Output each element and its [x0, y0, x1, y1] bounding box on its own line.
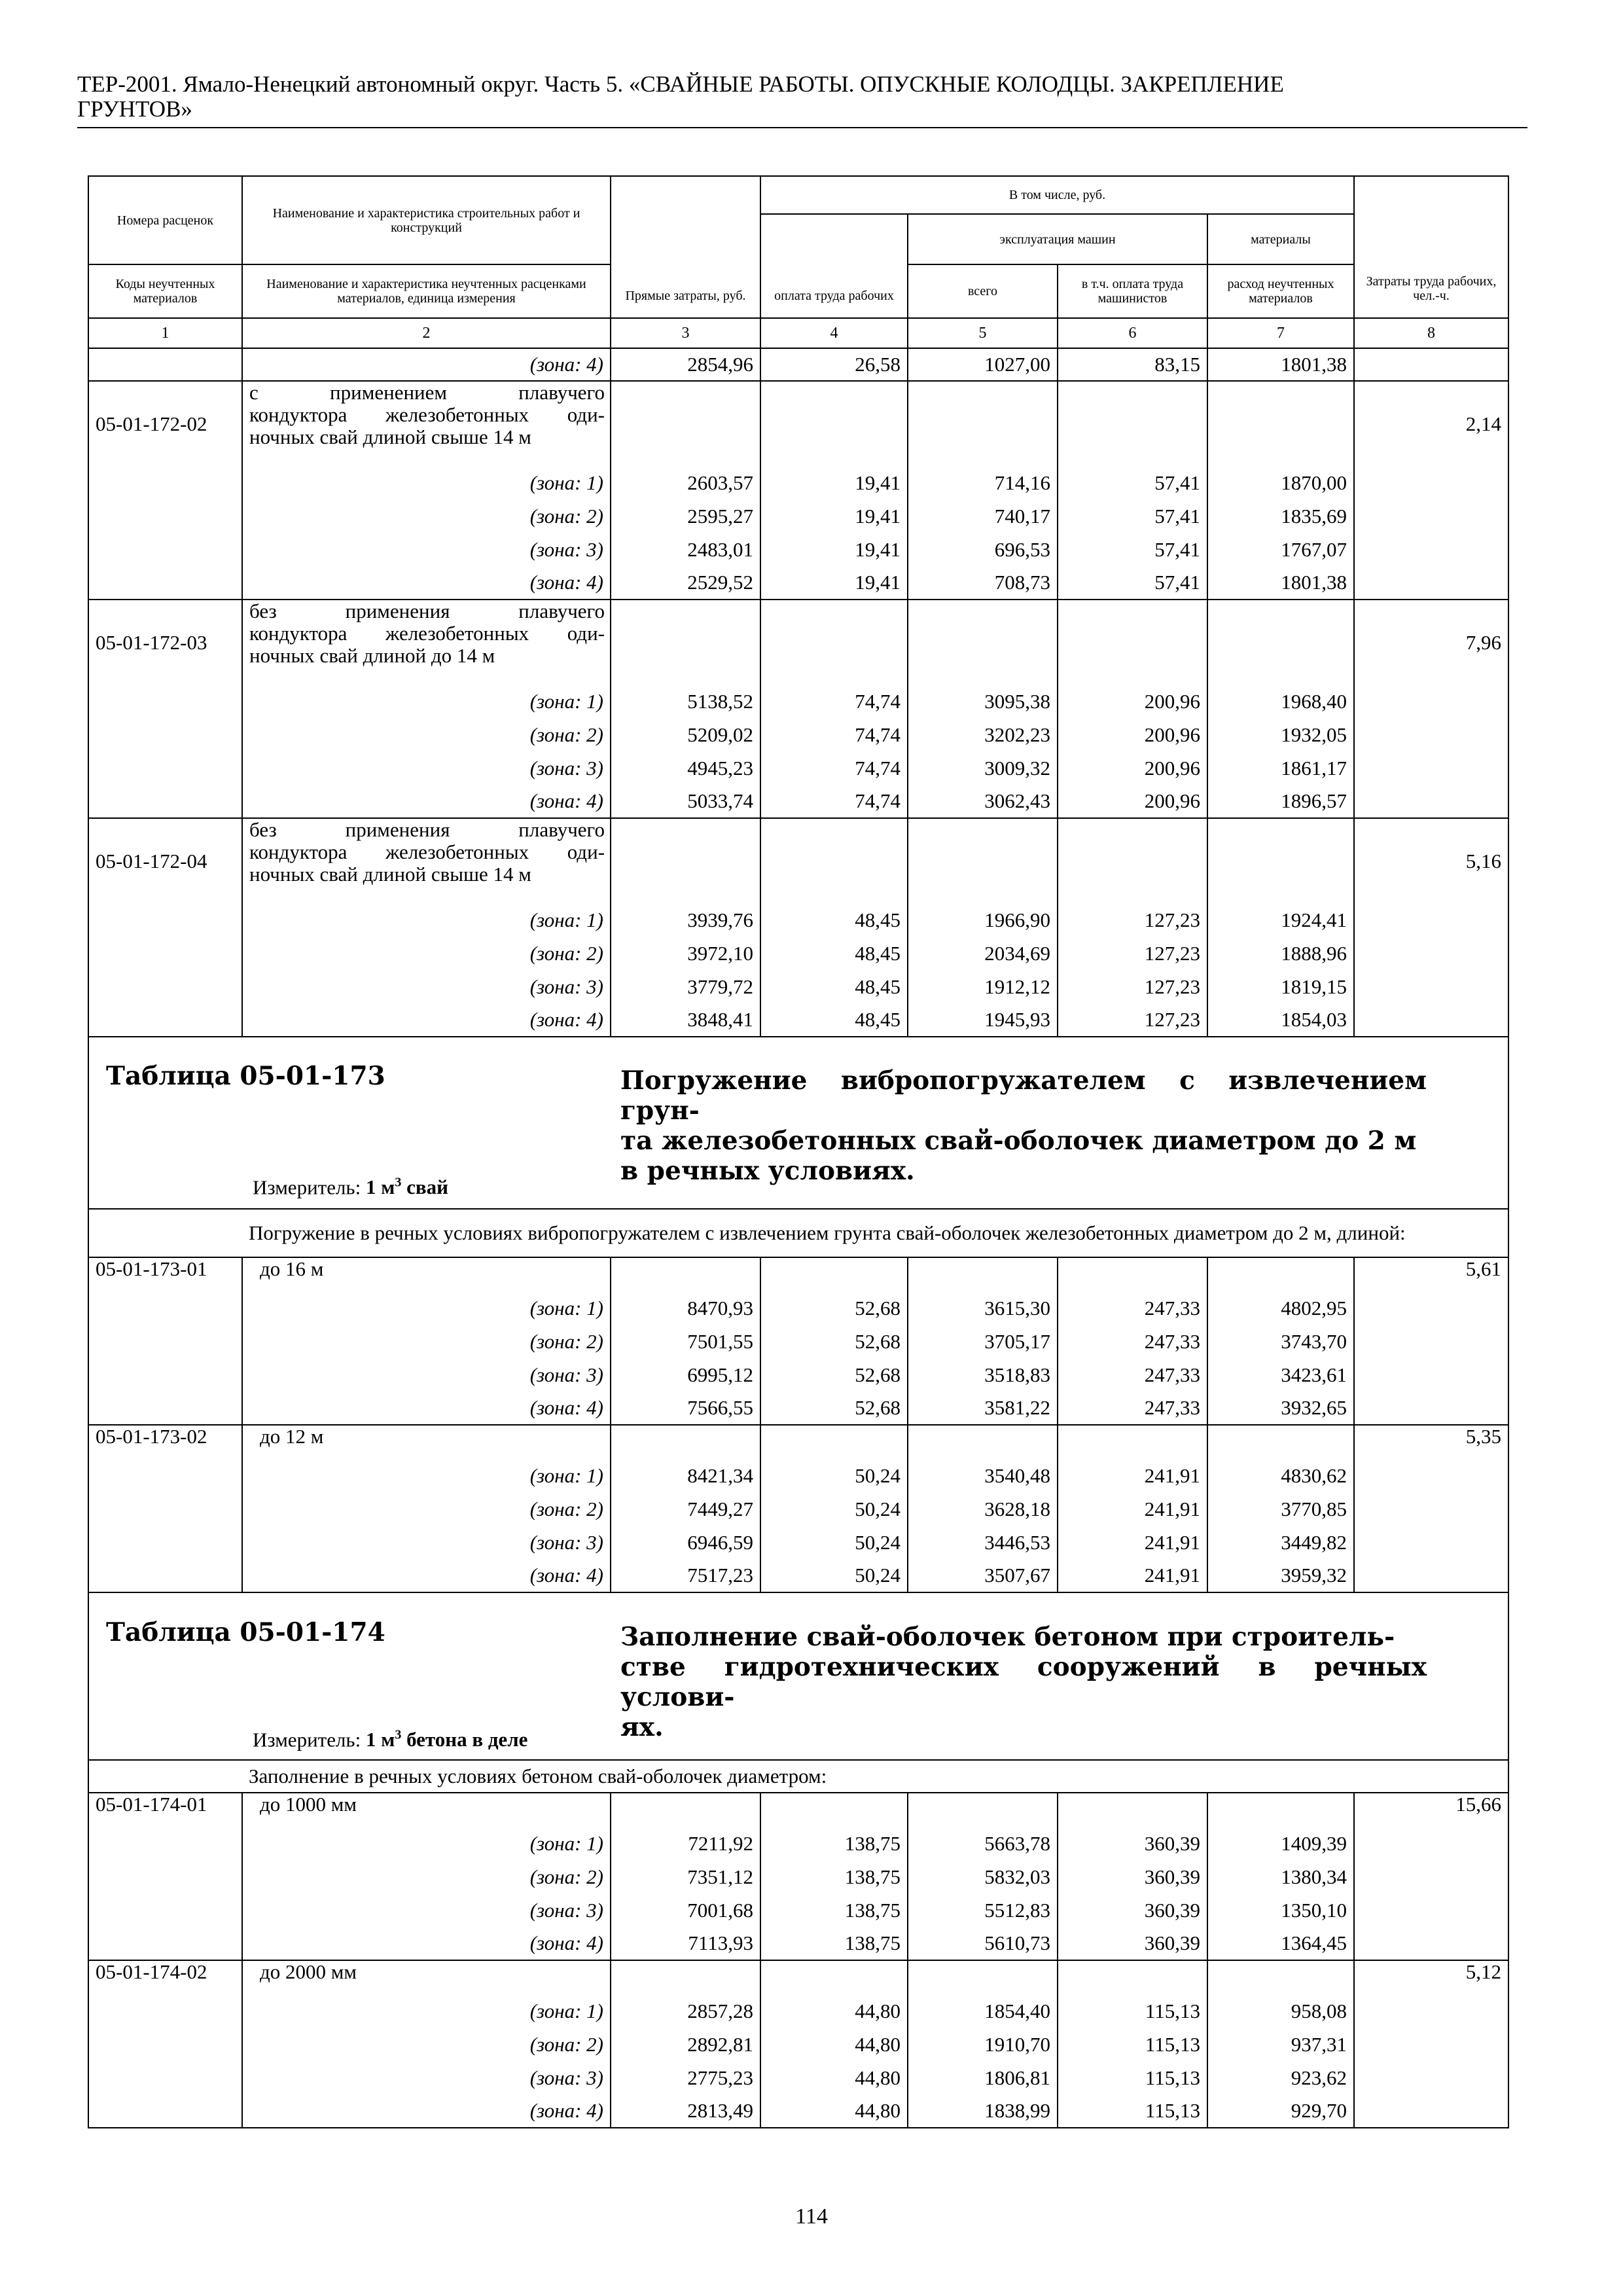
machines-total-cell: 5610,73	[908, 1927, 1058, 1960]
direct-cost-cell: 2857,28	[611, 1994, 760, 2028]
labor-pay-cell: 48,45	[760, 1003, 908, 1037]
table-174-measure: Измеритель: 1 $м^3$ бетона в деле	[253, 1728, 528, 1751]
direct-cost-cell: 5209,02	[611, 718, 760, 751]
direct-cost-cell: 7501,55	[611, 1325, 760, 1358]
rates-table	[88, 175, 1509, 2128]
labor-pay-cell: 74,74	[760, 751, 908, 785]
rate-description: до 16 м	[242, 1257, 611, 1291]
table-row	[88, 1358, 1508, 1391]
labor-hours-cell: 5,12	[1354, 1960, 1508, 1994]
rate-code: 05-01-173-02	[88, 1425, 242, 1459]
col6-header: в т.ч. оплата труда машинистов	[1058, 264, 1207, 318]
machines-total-cell: 1945,93	[908, 1003, 1058, 1037]
labor-hours-cell: 5,35	[1354, 1425, 1508, 1459]
table-173-subhead-row	[88, 1209, 1508, 1257]
direct-cost-cell: 7449,27	[611, 1492, 760, 1526]
rate-description: до 1000 мм	[242, 1793, 611, 1827]
direct-cost-cell: 7211,92	[611, 1827, 760, 1860]
machinists-pay-cell: 127,23	[1058, 937, 1207, 970]
column-number: 8	[1354, 318, 1508, 348]
labor-hours-cell: 5,16	[1354, 818, 1508, 903]
table-row	[88, 751, 1508, 785]
description-line: без применения плавучего	[249, 600, 605, 622]
materials-cell: 1932,05	[1207, 718, 1354, 751]
header-rule	[77, 127, 1527, 128]
materials-cell: 3932,65	[1207, 1391, 1354, 1425]
labor-pay-cell: 44,80	[760, 2094, 908, 2128]
materials-cell: 1870,00	[1207, 466, 1354, 499]
machinists-pay-cell: 115,13	[1058, 2028, 1207, 2061]
materials-cell: 1409,39	[1207, 1827, 1354, 1860]
machines-total-cell: 1912,12	[908, 970, 1058, 1003]
labor-pay-cell: 19,41	[760, 566, 908, 600]
table-row	[88, 2061, 1508, 2094]
col1-top-header: Номера расценок	[88, 176, 242, 264]
direct-cost-cell: 2595,27	[611, 499, 760, 533]
table-row	[88, 1459, 1508, 1492]
labor-hours-cell: 2,14	[1354, 381, 1508, 466]
machines-total-cell: 2034,69	[908, 937, 1058, 970]
labor-pay-cell: 19,41	[760, 533, 908, 566]
materials-cell: 3959,32	[1207, 1559, 1354, 1592]
machines-total-cell: 3540,48	[908, 1459, 1058, 1492]
machines-total-cell: 696,53	[908, 533, 1058, 566]
rate-header-row	[88, 381, 1508, 466]
col2-top-header: Наименование и характеристика строительных работ и конструкций	[242, 176, 611, 264]
labor-pay-cell: 50,24	[760, 1526, 908, 1559]
machinists-pay-cell: 115,13	[1058, 1994, 1207, 2028]
zone-label: (зона: 2)	[242, 937, 611, 970]
rate-groups-174	[88, 1793, 1508, 2128]
rate-header-row	[88, 1425, 1508, 1459]
materials-cell: 1896,57	[1207, 785, 1354, 818]
labor-pay-cell: 44,80	[760, 1994, 908, 2028]
rate-groups-173	[88, 1257, 1508, 1592]
materials-cell: 1801,38	[1207, 566, 1354, 600]
table-row	[88, 2028, 1508, 2061]
machinists-pay-cell: 127,23	[1058, 1003, 1207, 1037]
table-row	[88, 466, 1508, 499]
rate-header-row	[88, 600, 1508, 685]
machinists-pay-cell: 200,96	[1058, 785, 1207, 818]
column-number: 1	[88, 318, 242, 348]
zone-label: (зона: 3)	[242, 2061, 611, 2094]
rate-header-row	[88, 1793, 1508, 1827]
direct-cost-cell: 4945,23	[611, 751, 760, 785]
direct-cost-cell: 7566,55	[611, 1391, 760, 1425]
machinists-pay-cell: 241,91	[1058, 1459, 1207, 1492]
page-number: 114	[795, 2204, 828, 2229]
direct-cost-cell: 2603,57	[611, 466, 760, 499]
machines-total-cell: 708,73	[908, 566, 1058, 600]
description-line: без применения плавучего	[249, 818, 605, 841]
description-line: ночных свай длиной до 14 м	[249, 644, 495, 667]
rate-groups-172	[88, 381, 1508, 1037]
machines-total-cell: 1854,40	[908, 1994, 1058, 2028]
zone-label: (зона: 3)	[242, 751, 611, 785]
machinists-pay-cell: 127,23	[1058, 970, 1207, 1003]
direct-cost-cell: 5033,74	[611, 785, 760, 818]
rate-code: 05-01-174-02	[88, 1960, 242, 1994]
carryover-block	[88, 348, 1508, 381]
table-row	[88, 937, 1508, 970]
table-row	[88, 348, 1508, 381]
materials-cell: 1350,10	[1207, 1893, 1354, 1927]
zone-label: (зона: 3)	[242, 970, 611, 1003]
direct-cost-cell: 2813,49	[611, 2094, 760, 2128]
labor-pay-cell: 138,75	[760, 1893, 908, 1927]
machines-total-cell: 3009,32	[908, 751, 1058, 785]
labor-pay-cell: 138,75	[760, 1860, 908, 1893]
rates-table-container	[88, 175, 1508, 2128]
machinists-pay-cell: 241,91	[1058, 1526, 1207, 1559]
zone-label: (зона: 4)	[242, 1003, 611, 1037]
direct-cost-cell: 2529,52	[611, 566, 760, 600]
zone-label: (зона: 1)	[242, 685, 611, 718]
machinists-pay-cell: 57,41	[1058, 466, 1207, 499]
table-row	[88, 1526, 1508, 1559]
description-line: кондуктора железобетонных оди-	[249, 403, 605, 426]
table-row	[88, 1994, 1508, 2028]
machines-total-cell: 3581,22	[908, 1391, 1058, 1425]
machines-total-cell: 3705,17	[908, 1325, 1058, 1358]
col5-header: всего	[908, 264, 1058, 318]
zone-label: (зона: 1)	[242, 1459, 611, 1492]
table-174	[88, 1592, 1508, 1793]
table-row	[88, 533, 1508, 566]
materials-cell: 937,31	[1207, 2028, 1354, 2061]
labor-pay-cell: 44,80	[760, 2061, 908, 2094]
table-row	[88, 1492, 1508, 1526]
machinists-pay-cell: 200,96	[1058, 751, 1207, 785]
machines-total-cell: 1966,90	[908, 903, 1058, 937]
rate-description	[242, 381, 611, 466]
column-number: 7	[1207, 318, 1354, 348]
materials-cell: 1861,17	[1207, 751, 1354, 785]
machines-total-cell: 1806,81	[908, 2061, 1058, 2094]
machinists-pay-cell: 115,13	[1058, 2094, 1207, 2128]
table-row	[88, 1559, 1508, 1592]
column-number: 5	[908, 318, 1058, 348]
zone-label: (зона: 1)	[242, 1827, 611, 1860]
table-row	[88, 1325, 1508, 1358]
zone-label: (зона: 4)	[242, 566, 611, 600]
table-header	[88, 176, 1508, 348]
col3-header: Прямые затраты, руб.	[611, 176, 760, 318]
labor-pay-cell: 52,68	[760, 1391, 908, 1425]
direct-cost-cell: 7517,23	[611, 1559, 760, 1592]
col7-header: расход неучтенных материалов	[1207, 264, 1354, 318]
table-row	[88, 1291, 1508, 1325]
column-number: 2	[242, 318, 611, 348]
direct-cost-cell: 7351,12	[611, 1860, 760, 1893]
column-number: 3	[611, 318, 760, 348]
machinists-pay-cell: 247,33	[1058, 1358, 1207, 1391]
materials-cell: 923,62	[1207, 2061, 1354, 2094]
machinists-pay-cell: 57,41	[1058, 499, 1207, 533]
table-row	[88, 1893, 1508, 1927]
zone-label: (зона: 3)	[242, 1893, 611, 1927]
table-173	[88, 1037, 1508, 1257]
group-total-header: В том числе, руб.	[760, 176, 1354, 214]
zone-label: (зона: 4)	[242, 1391, 611, 1425]
direct-cost-cell: 8470,93	[611, 1291, 760, 1325]
table-173-subhead: Погружение в речных условиях вибропогружателем с извлечением грунта свай-оболочек железобетонных диаметром до 2 м, длиной:	[242, 1209, 1508, 1257]
description-line: с применением плавучего	[249, 381, 605, 404]
machinists-pay-cell: 241,91	[1058, 1492, 1207, 1526]
labor-pay-cell: 52,68	[760, 1325, 908, 1358]
rate-code: 05-01-172-04	[88, 818, 242, 903]
machines-total-cell: 1910,70	[908, 2028, 1058, 2061]
machinists-pay-cell: 200,96	[1058, 685, 1207, 718]
zone-label: (зона: 2)	[242, 1325, 611, 1358]
direct-cost-cell: 3848,41	[611, 1003, 760, 1037]
zone-label: (зона: 2)	[242, 718, 611, 751]
materials-cell: 958,08	[1207, 1994, 1354, 2028]
table-row	[88, 903, 1508, 937]
machines-total-cell: 5663,78	[908, 1827, 1058, 1860]
zone-label: (зона: 4)	[242, 348, 611, 381]
col8-header: Затраты труда рабочих, чел.-ч.	[1354, 176, 1508, 318]
table-row	[88, 1927, 1508, 1960]
machinists-pay-cell: 57,41	[1058, 533, 1207, 566]
table-row	[88, 1003, 1508, 1037]
rate-code: 05-01-172-02	[88, 381, 242, 466]
table-row	[88, 785, 1508, 818]
machines-total-cell: 3062,43	[908, 785, 1058, 818]
labor-hours-cell: 15,66	[1354, 1793, 1508, 1827]
table-173-measure: Измеритель: 1 $м^3$ свай	[253, 1175, 448, 1199]
machines-total-cell: 1838,99	[908, 2094, 1058, 2128]
materials-cell: 3449,82	[1207, 1526, 1354, 1559]
table-173-title-block	[88, 1037, 1508, 1209]
machines-total-cell: 5512,83	[908, 1893, 1058, 1927]
table-173-name: Погружение вибропогружателем с извлечением грун- та железобетонных свай-оболочек диаметром до 2 м в речных условиях.	[620, 1066, 1427, 1186]
machines-total-cell: 3628,18	[908, 1492, 1058, 1526]
labor-pay-cell: 50,24	[760, 1492, 908, 1526]
group-machines-header: эксплуатация машин	[908, 214, 1207, 264]
description-line: ночных свай длиной свыше 14 м	[249, 425, 531, 448]
description-line: кондуктора железобетонных оди-	[249, 622, 605, 645]
materials-cell: 1835,69	[1207, 499, 1354, 533]
running-head-line2: ГРУНТОВ»	[77, 96, 192, 122]
column-number: 6	[1058, 318, 1207, 348]
running-head-line1: ТЕР-2001. Ямало-Ненецкий автономный округ. Часть 5. «СВАЙНЫЕ РАБОТЫ. ОПУСКНЫЕ КОЛОДЦЫ. ЗАКРЕПЛЕНИЕ	[77, 71, 1284, 97]
table-row	[88, 566, 1508, 600]
table-174-title: Таблица 05-01-174	[106, 1617, 385, 1647]
zone-label: (зона: 3)	[242, 533, 611, 566]
direct-cost-cell: 8421,34	[611, 1459, 760, 1492]
materials-cell: 4802,95	[1207, 1291, 1354, 1325]
machines-total-cell: 3202,23	[908, 718, 1058, 751]
direct-cost-cell: 5138,52	[611, 685, 760, 718]
labor-pay-cell: 74,74	[760, 718, 908, 751]
labor-pay-cell: 26,58	[760, 348, 908, 381]
table-row	[88, 970, 1508, 1003]
machinists-pay-cell: 360,39	[1058, 1893, 1207, 1927]
machines-total-cell: 3518,83	[908, 1358, 1058, 1391]
rate-description	[242, 600, 611, 685]
zone-label: (зона: 1)	[242, 1291, 611, 1325]
labor-pay-cell: 19,41	[760, 499, 908, 533]
rate-code: 05-01-174-01	[88, 1793, 242, 1827]
materials-cell: 1801,38	[1207, 348, 1354, 381]
rate-code: 05-01-173-01	[88, 1257, 242, 1291]
materials-cell: 3423,61	[1207, 1358, 1354, 1391]
column-numbers-row	[88, 318, 1508, 348]
machines-total-cell: 3095,38	[908, 685, 1058, 718]
table-row	[88, 1391, 1508, 1425]
labor-pay-cell: 74,74	[760, 785, 908, 818]
zone-label: (зона: 1)	[242, 903, 611, 937]
table-row	[88, 2094, 1508, 2128]
rate-description: до 2000 мм	[242, 1960, 611, 1994]
labor-pay-cell: 74,74	[760, 685, 908, 718]
rate-header-row	[88, 1257, 1508, 1291]
table-174-name: Заполнение свай-оболочек бетоном при строитель- стве гидротехнических сооружений в речных услови- ях.	[620, 1622, 1427, 1742]
zone-label: (зона: 4)	[242, 2094, 611, 2128]
materials-cell: 1819,15	[1207, 970, 1354, 1003]
machines-total-cell: 740,17	[908, 499, 1058, 533]
machines-total-cell: 714,16	[908, 466, 1058, 499]
labor-pay-cell: 19,41	[760, 466, 908, 499]
materials-cell: 1364,45	[1207, 1927, 1354, 1960]
zone-label: (зона: 3)	[242, 1358, 611, 1391]
machines-total-cell: 3507,67	[908, 1559, 1058, 1592]
table-row	[88, 718, 1508, 751]
direct-cost-cell: 7001,68	[611, 1893, 760, 1927]
direct-cost-cell: 3779,72	[611, 970, 760, 1003]
machinists-pay-cell: 241,91	[1058, 1559, 1207, 1592]
direct-cost-cell: 7113,93	[611, 1927, 760, 1960]
description-line: кондуктора железобетонных оди-	[249, 840, 605, 863]
zone-label: (зона: 2)	[242, 499, 611, 533]
zone-label: (зона: 1)	[242, 466, 611, 499]
zone-label: (зона: 4)	[242, 1559, 611, 1592]
zone-label: (зона: 2)	[242, 2028, 611, 2061]
labor-hours-cell: 7,96	[1354, 600, 1508, 685]
direct-cost-cell: 3972,10	[611, 937, 760, 970]
table-row	[88, 499, 1508, 533]
labor-pay-cell: 138,75	[760, 1827, 908, 1860]
rate-header-row	[88, 1960, 1508, 1994]
direct-cost-cell: 2775,23	[611, 2061, 760, 2094]
machinists-pay-cell: 247,33	[1058, 1391, 1207, 1425]
direct-cost-cell: 2483,01	[611, 533, 760, 566]
zone-label: (зона: 1)	[242, 1994, 611, 2028]
zone-label: (зона: 2)	[242, 1492, 611, 1526]
labor-pay-cell: 44,80	[760, 2028, 908, 2061]
machines-total-cell: 3615,30	[908, 1291, 1058, 1325]
rate-header-row	[88, 818, 1508, 903]
table-174-title-block	[88, 1592, 1508, 1760]
materials-cell: 1924,41	[1207, 903, 1354, 937]
table-row	[88, 685, 1508, 718]
machinists-pay-cell: 247,33	[1058, 1291, 1207, 1325]
materials-cell: 1854,03	[1207, 1003, 1354, 1037]
machinists-pay-cell: 360,39	[1058, 1927, 1207, 1960]
materials-cell: 1767,07	[1207, 533, 1354, 566]
direct-cost-cell: 3939,76	[611, 903, 760, 937]
description-line: ночных свай длиной свыше 14 м	[249, 863, 531, 886]
direct-cost-cell: 6946,59	[611, 1526, 760, 1559]
labor-hours-cell: 5,61	[1354, 1257, 1508, 1291]
machinists-pay-cell: 127,23	[1058, 903, 1207, 937]
materials-cell: 1888,96	[1207, 937, 1354, 970]
table-174-subhead: Заполнение в речных условиях бетоном свай-оболочек диаметром:	[242, 1760, 1508, 1793]
rate-description: до 12 м	[242, 1425, 611, 1459]
labor-pay-cell: 48,45	[760, 937, 908, 970]
machinists-pay-cell: 360,39	[1058, 1827, 1207, 1860]
direct-cost-cell: 2892,81	[611, 2028, 760, 2061]
machinists-pay-cell: 247,33	[1058, 1325, 1207, 1358]
materials-cell: 1380,34	[1207, 1860, 1354, 1893]
machinists-pay-cell: 83,15	[1058, 348, 1207, 381]
labor-pay-cell: 48,45	[760, 970, 908, 1003]
table-173-title: Таблица 05-01-173	[106, 1061, 385, 1091]
machinists-pay-cell: 115,13	[1058, 2061, 1207, 2094]
machinists-pay-cell: 200,96	[1058, 718, 1207, 751]
table-row	[88, 1827, 1508, 1860]
labor-pay-cell: 48,45	[760, 903, 908, 937]
running-head	[77, 72, 1517, 122]
machines-total-cell: 5832,03	[908, 1860, 1058, 1893]
labor-pay-cell: 52,68	[760, 1291, 908, 1325]
zone-label: (зона: 3)	[242, 1526, 611, 1559]
labor-pay-cell: 52,68	[760, 1358, 908, 1391]
materials-cell: 929,70	[1207, 2094, 1354, 2128]
machines-total-cell: 1027,00	[908, 348, 1058, 381]
group-materials-header: материалы	[1207, 214, 1354, 264]
column-number: 4	[760, 318, 908, 348]
labor-pay-cell: 50,24	[760, 1459, 908, 1492]
direct-cost-cell: 6995,12	[611, 1358, 760, 1391]
zone-label: (зона: 4)	[242, 1927, 611, 1960]
machinists-pay-cell: 57,41	[1058, 566, 1207, 600]
direct-cost-cell: 2854,96	[611, 348, 760, 381]
materials-cell: 4830,62	[1207, 1459, 1354, 1492]
labor-pay-cell: 138,75	[760, 1927, 908, 1960]
zone-label: (зона: 4)	[242, 785, 611, 818]
rate-description	[242, 818, 611, 903]
col2-bottom-header: Наименование и характеристика неучтенных расценками материалов, единица измерения	[242, 264, 611, 318]
machines-total-cell: 3446,53	[908, 1526, 1058, 1559]
col1-bottom-header: Коды неучтенных материалов	[88, 264, 242, 318]
machinists-pay-cell: 360,39	[1058, 1860, 1207, 1893]
col4-header: оплата труда рабочих	[760, 214, 908, 318]
zone-label: (зона: 2)	[242, 1860, 611, 1893]
materials-cell: 3743,70	[1207, 1325, 1354, 1358]
labor-pay-cell: 50,24	[760, 1559, 908, 1592]
table-174-subhead-row	[88, 1760, 1508, 1793]
materials-cell: 3770,85	[1207, 1492, 1354, 1526]
materials-cell: 1968,40	[1207, 685, 1354, 718]
table-row	[88, 1860, 1508, 1893]
rate-code: 05-01-172-03	[88, 600, 242, 685]
